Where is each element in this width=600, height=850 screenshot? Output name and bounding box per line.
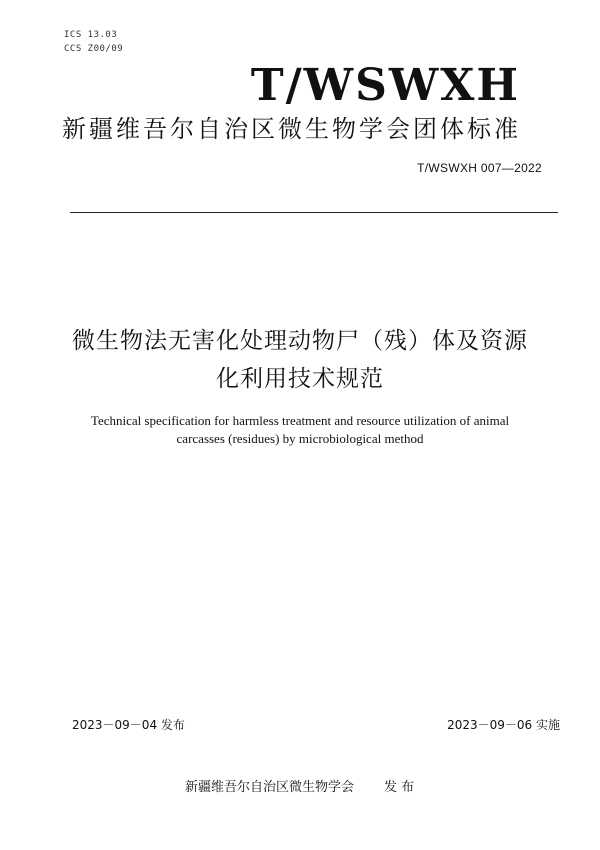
ics-number: ICS 13.03 xyxy=(64,30,118,40)
chinese-title-line-1: 微生物法无害化处理动物尸（残）体及资源 xyxy=(72,328,528,354)
publisher-line xyxy=(185,776,414,795)
standard-brand: T/WSWXH xyxy=(250,60,520,111)
publisher-name: 新疆维吾尔自治区微生物学会 xyxy=(185,780,355,795)
english-title xyxy=(50,412,550,448)
organization-title: 新疆维吾尔自治区微生物学会团体标准 xyxy=(62,115,521,143)
issue-date: 2023－09－04 发布 xyxy=(72,718,185,732)
chinese-title xyxy=(40,322,560,398)
header-divider xyxy=(70,212,558,213)
english-title-line-2: carcasses (residues) by microbiological method xyxy=(176,431,424,446)
publisher-issue-word: 发 布 xyxy=(384,780,415,795)
ccs-number: CCS Z00/09 xyxy=(64,44,124,54)
implementation-date: 2023－09－06 实施 xyxy=(447,718,560,732)
english-title-line-1: Technical specification for harmless treatment and resource utilization of animal xyxy=(90,413,510,428)
chinese-title-line-2: 化利用技术规范 xyxy=(216,366,384,392)
ics-ccs-block xyxy=(64,28,123,56)
standard-code: T/WSWXH 007—2022 xyxy=(417,161,542,175)
